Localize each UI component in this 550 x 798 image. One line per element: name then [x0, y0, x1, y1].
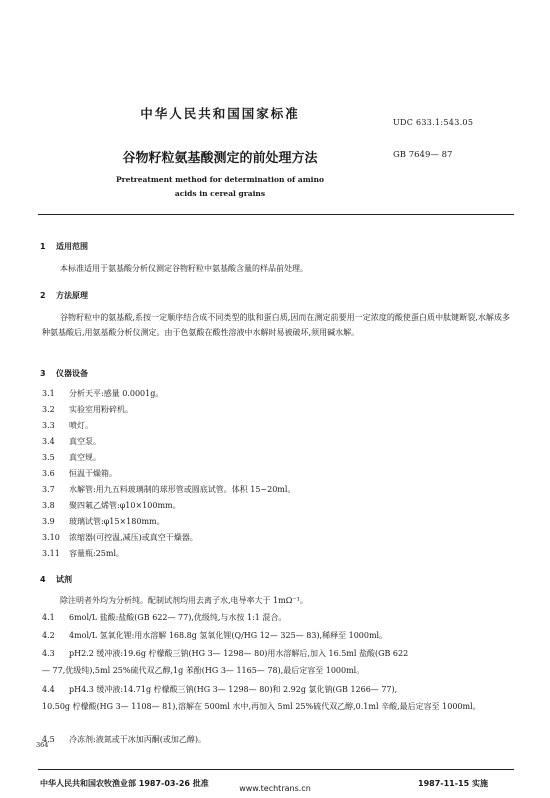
section-1-heading — [40, 241, 88, 252]
list-item — [42, 468, 510, 479]
item-text: 分析天平:感量 0.0001g。 — [69, 389, 164, 398]
section-1-text: 本标准适用于氨基酸分析仪测定谷物籽粒中氨基酸含量的样品前处理。 — [60, 264, 308, 273]
list-item — [42, 500, 510, 511]
item-number: 3.11 — [42, 549, 60, 558]
list-item — [42, 436, 510, 447]
list-item — [42, 484, 510, 495]
list-item — [42, 612, 510, 623]
item-text: 喷灯。 — [69, 421, 93, 430]
standard-name: 中华人民共和国国家标准 — [140, 106, 300, 121]
list-item — [42, 452, 510, 463]
section-title: 试剂 — [56, 575, 72, 584]
list-item — [42, 734, 510, 745]
item-number: 3.7 — [42, 485, 55, 494]
item-text: 冷冻剂:液氮或干冰加丙酮(或加乙醇)。 — [69, 735, 206, 744]
footer-divider — [38, 769, 514, 770]
page-number: 364 — [36, 741, 49, 749]
website-watermark: www.techtrans.cn — [239, 784, 311, 793]
item-text: 浓缩器(可控温,减压)或真空干燥器。 — [69, 533, 198, 542]
section-4-intro: 除注明者外均为分析纯。配制试剂均用去离子水,电导率大于 1mΩ⁻¹。 — [60, 596, 308, 605]
section-title: 适用范围 — [56, 242, 88, 251]
list-item — [42, 388, 510, 399]
item-number: 4.2 — [42, 631, 55, 640]
section-2-text: 谷物籽粒中的氨基酸,系按一定顺序结合成不同类型的肽和蛋白质,因而在测定前要用一定浓度的酸使蛋白质中肽键断裂,水解成多种氨基酸后,用氨基酸分析仪测定。由于色氨酸在酸性溶液中水解时易被破坏,须用碱水解。 — [42, 313, 510, 337]
section-2-heading — [40, 290, 88, 301]
list-item — [42, 548, 510, 559]
item-number: 3.8 — [42, 501, 55, 510]
english-title-line2: acids in cereal grains — [174, 189, 266, 198]
item-text: 真空泵。 — [69, 437, 101, 446]
item-number: 4.1 — [42, 613, 55, 622]
item-number: 3.1 — [42, 389, 55, 398]
list-item — [42, 630, 510, 641]
approval-line: 中华人民共和国农牧渔业部 1987-03-26 批准 — [40, 779, 209, 788]
item-number: 3.9 — [42, 517, 55, 526]
item-text: 容量瓶:25ml。 — [69, 549, 125, 558]
implementation-date: 1987-11-15 实施 — [418, 779, 488, 788]
list-item — [42, 404, 510, 415]
item-number: 3.3 — [42, 421, 55, 430]
section-number: 1 — [40, 242, 46, 251]
section-number: 2 — [40, 291, 46, 300]
item-number: 3.5 — [42, 453, 55, 462]
list-item — [42, 420, 510, 431]
item-number: 3.6 — [42, 469, 55, 478]
item-text: 聚四氟乙烯管:φ10×100mm。 — [69, 501, 181, 510]
item-text: 恒温干燥箱。 — [69, 469, 117, 478]
list-item — [42, 684, 510, 695]
section-title: 仪器设备 — [56, 369, 88, 378]
list-item — [42, 648, 510, 659]
english-title-line1: Pretreatment method for determination of amino — [115, 175, 324, 184]
section-title: 方法原理 — [56, 291, 88, 300]
item-text: 水解管:用九五料玻璃制的球形管或圆底试管。体积 15~20ml。 — [69, 485, 296, 494]
item-text: 玻璃试管:φ15×180mm。 — [69, 517, 165, 526]
list-item-continuation: — 77,优级纯),5ml 25%硫代双乙醇,1g 苯酚(HG 3— 1165— 78),最后定容至 1000ml。 — [42, 666, 365, 675]
item-number: 4.4 — [42, 685, 55, 694]
item-number: 3.4 — [42, 437, 55, 446]
gb-number: GB 7649— 87 — [393, 150, 453, 160]
list-item — [42, 516, 510, 527]
section-number: 4 — [40, 575, 46, 584]
item-text: 4mol/L 氢氧化锂:用水溶解 168.8g 氢氧化锂(Q/HG 12— 325— 83),稀释至 1000ml。 — [69, 631, 388, 640]
item-text: pH2.2 缓冲液:19.6g 柠檬酸三钠(HG 3— 1298— 80)用水溶解后,加入 16.5ml 盐酸(GB 622 — [69, 649, 409, 658]
list-item-continuation: 10.50g 柠檬酸(HG 3— 1108— 81),溶解在 500ml 水中,再加入 5ml 25%硫代双乙醇,0.1ml 辛酸,最后定容至 1000ml。 — [42, 702, 481, 711]
item-text: pH4.3 缓冲液:14.71g 柠檬酸三钠(HG 3— 1298— 80)和 2.92g 氯化钠(GB 1266— 77), — [69, 685, 398, 694]
item-number: 3.10 — [42, 533, 60, 542]
item-text: 实验室用粉碎机。 — [69, 405, 133, 414]
section-number: 3 — [40, 369, 46, 378]
item-text: 真空规。 — [69, 453, 101, 462]
item-text: 6mol/L 盐酸:盐酸(GB 622— 77),优级纯,与水按 1:1 混合。 — [69, 613, 287, 622]
document-title: 谷物籽粒氨基酸测定的前处理方法 — [122, 151, 318, 166]
section-3-heading — [40, 368, 88, 379]
list-item — [42, 532, 510, 543]
udc-number: UDC 633.1:543.05 — [393, 118, 474, 127]
item-number: 4.3 — [42, 649, 55, 658]
item-number: 4.5 — [42, 735, 55, 744]
item-number: 3.2 — [42, 405, 55, 414]
section-4-heading — [40, 574, 72, 585]
header-divider — [38, 214, 514, 215]
